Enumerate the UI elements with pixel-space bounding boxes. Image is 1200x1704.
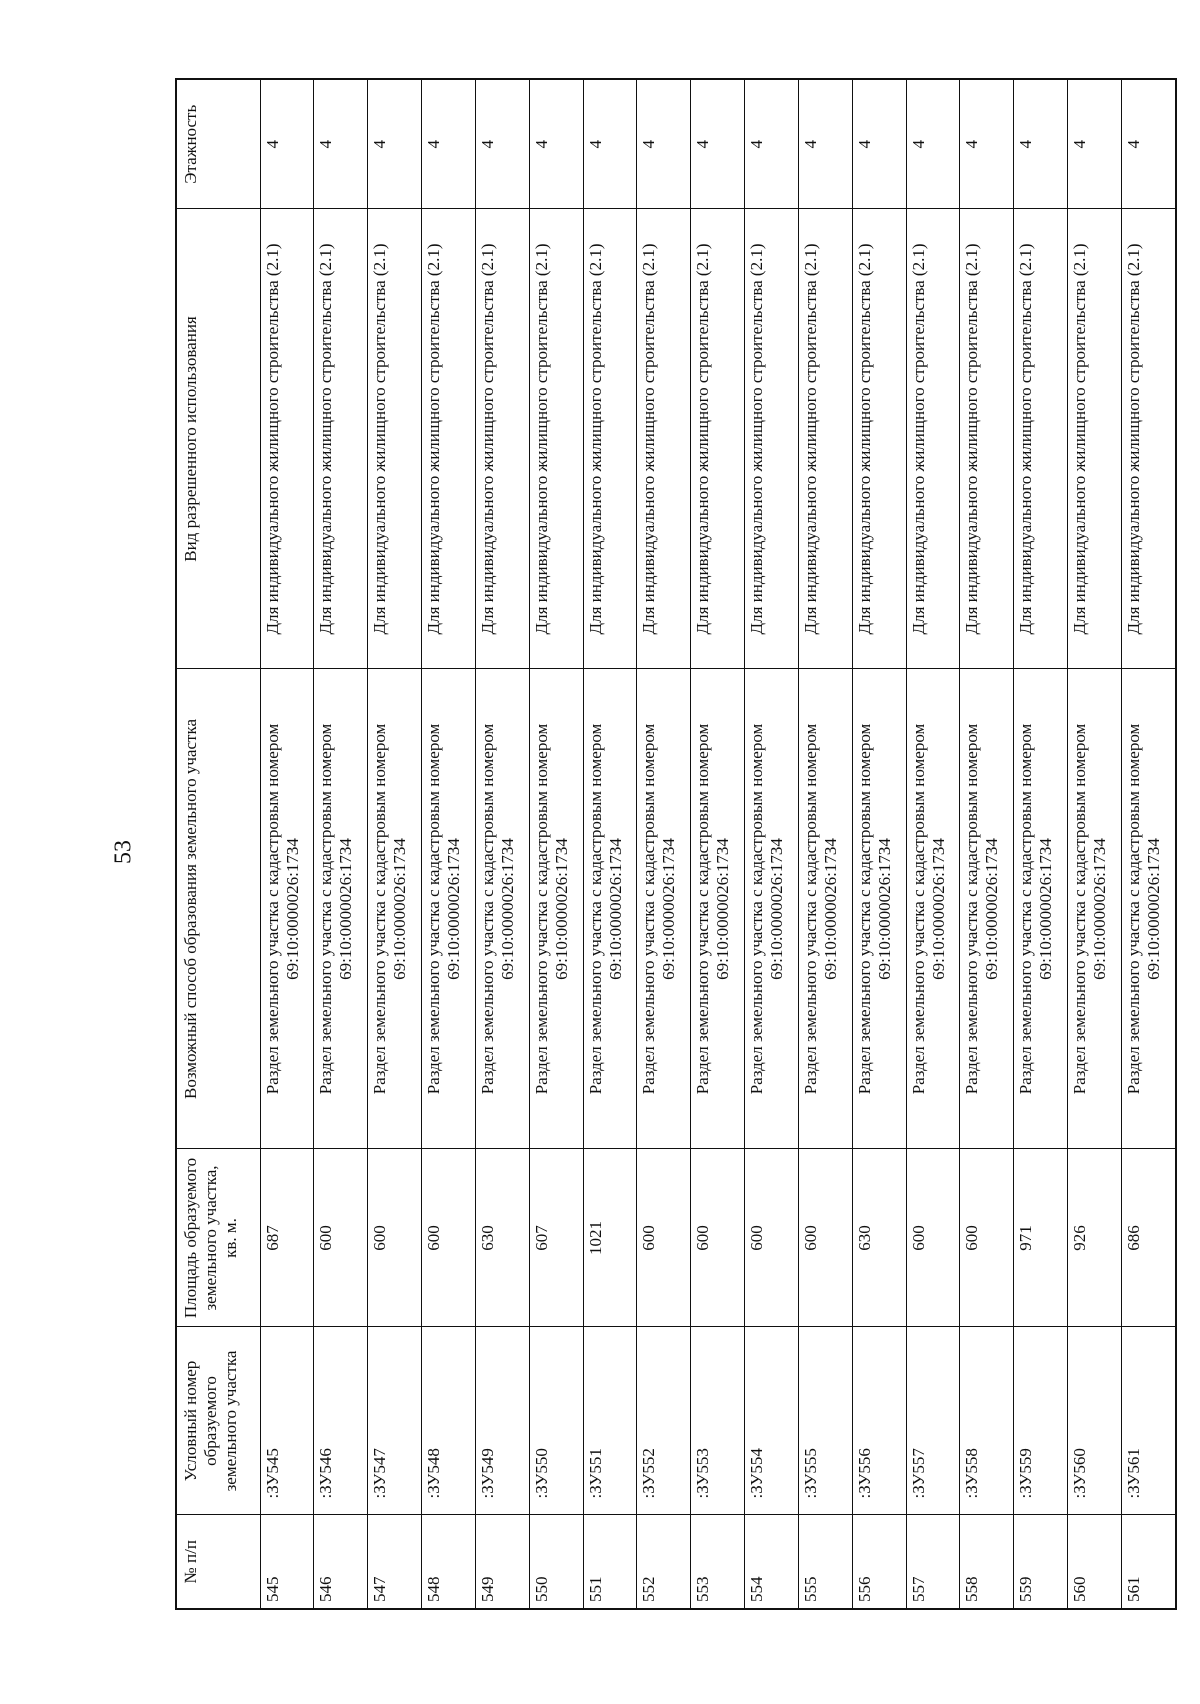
cell-no: 550 xyxy=(529,1515,583,1609)
cell-use: Для индивидуального жилищного строительства (2.1) xyxy=(475,209,529,669)
land-plots-table xyxy=(175,78,1177,1610)
cell-area: 600 xyxy=(960,1149,1014,1327)
cell-no: 560 xyxy=(1068,1515,1122,1609)
cell-floors: 4 xyxy=(691,79,745,209)
table-row xyxy=(529,79,583,1609)
table-row xyxy=(852,79,906,1609)
header-code: Условный номер образуемого земельного участка xyxy=(176,1327,260,1515)
header-use: Вид разрешенного использования xyxy=(176,209,260,669)
cell-code: :ЗУ545 xyxy=(260,1327,314,1515)
cell-code: :ЗУ552 xyxy=(637,1327,691,1515)
cell-floors: 4 xyxy=(422,79,476,209)
cell-area: 607 xyxy=(529,1149,583,1327)
cell-use: Для индивидуального жилищного строительства (2.1) xyxy=(1014,209,1068,669)
cell-code: :ЗУ560 xyxy=(1068,1327,1122,1515)
cell-no: 547 xyxy=(368,1515,422,1609)
table-row xyxy=(1068,79,1122,1609)
cell-floors: 4 xyxy=(583,79,637,209)
cell-floors: 4 xyxy=(745,79,799,209)
cell-floors: 4 xyxy=(475,79,529,209)
cell-area: 600 xyxy=(637,1149,691,1327)
cell-method: Раздел земельного участка с кадастровым номером 69:10:0000026:1734 xyxy=(1122,669,1177,1149)
cell-use: Для индивидуального жилищного строительства (2.1) xyxy=(368,209,422,669)
cell-code: :ЗУ551 xyxy=(583,1327,637,1515)
cell-use: Для индивидуального жилищного строительства (2.1) xyxy=(691,209,745,669)
table-row xyxy=(260,79,314,1609)
cell-method: Раздел земельного участка с кадастровым номером 69:10:0000026:1734 xyxy=(422,669,476,1149)
cell-no: 545 xyxy=(260,1515,314,1609)
page-number: 53 xyxy=(110,840,137,864)
table-row xyxy=(960,79,1014,1609)
cell-no: 552 xyxy=(637,1515,691,1609)
table-row xyxy=(368,79,422,1609)
cell-method: Раздел земельного участка с кадастровым номером 69:10:0000026:1734 xyxy=(745,669,799,1149)
cell-code: :ЗУ557 xyxy=(906,1327,960,1515)
table-row xyxy=(314,79,368,1609)
cell-method: Раздел земельного участка с кадастровым номером 69:10:0000026:1734 xyxy=(960,669,1014,1149)
cell-use: Для индивидуального жилищного строительства (2.1) xyxy=(422,209,476,669)
table-row xyxy=(637,79,691,1609)
cell-code: :ЗУ561 xyxy=(1122,1327,1177,1515)
cell-method: Раздел земельного участка с кадастровым номером 69:10:0000026:1734 xyxy=(583,669,637,1149)
cell-method: Раздел земельного участка с кадастровым номером 69:10:0000026:1734 xyxy=(852,669,906,1149)
cell-area: 686 xyxy=(1122,1149,1177,1327)
cell-code: :ЗУ558 xyxy=(960,1327,1014,1515)
cell-no: 556 xyxy=(852,1515,906,1609)
cell-area: 600 xyxy=(368,1149,422,1327)
cell-no: 557 xyxy=(906,1515,960,1609)
cell-use: Для индивидуального жилищного строительства (2.1) xyxy=(852,209,906,669)
cell-code: :ЗУ555 xyxy=(798,1327,852,1515)
cell-use: Для индивидуального жилищного строительства (2.1) xyxy=(798,209,852,669)
cell-method: Раздел земельного участка с кадастровым номером 69:10:0000026:1734 xyxy=(906,669,960,1149)
cell-floors: 4 xyxy=(906,79,960,209)
cell-floors: 4 xyxy=(260,79,314,209)
cell-no: 554 xyxy=(745,1515,799,1609)
cell-area: 971 xyxy=(1014,1149,1068,1327)
table-row xyxy=(422,79,476,1609)
table-row xyxy=(583,79,637,1609)
cell-no: 553 xyxy=(691,1515,745,1609)
cell-area: 600 xyxy=(691,1149,745,1327)
cell-floors: 4 xyxy=(960,79,1014,209)
cell-method: Раздел земельного участка с кадастровым номером 69:10:0000026:1734 xyxy=(260,669,314,1149)
cell-area: 600 xyxy=(314,1149,368,1327)
rotated-table-wrapper xyxy=(175,80,1177,1610)
cell-use: Для индивидуального жилищного строительства (2.1) xyxy=(1122,209,1177,669)
cell-use: Для индивидуального жилищного строительства (2.1) xyxy=(960,209,1014,669)
cell-no: 559 xyxy=(1014,1515,1068,1609)
cell-use: Для индивидуального жилищного строительства (2.1) xyxy=(260,209,314,669)
cell-code: :ЗУ554 xyxy=(745,1327,799,1515)
cell-method: Раздел земельного участка с кадастровым номером 69:10:0000026:1734 xyxy=(314,669,368,1149)
cell-no: 551 xyxy=(583,1515,637,1609)
cell-floors: 4 xyxy=(529,79,583,209)
cell-area: 600 xyxy=(422,1149,476,1327)
cell-no: 558 xyxy=(960,1515,1014,1609)
cell-area: 600 xyxy=(745,1149,799,1327)
cell-floors: 4 xyxy=(798,79,852,209)
cell-area: 600 xyxy=(798,1149,852,1327)
table-row xyxy=(475,79,529,1609)
cell-code: :ЗУ547 xyxy=(368,1327,422,1515)
cell-method: Раздел земельного участка с кадастровым номером 69:10:0000026:1734 xyxy=(368,669,422,1149)
cell-no: 546 xyxy=(314,1515,368,1609)
cell-area: 1021 xyxy=(583,1149,637,1327)
cell-area: 600 xyxy=(906,1149,960,1327)
cell-area: 630 xyxy=(852,1149,906,1327)
cell-use: Для индивидуального жилищного строительства (2.1) xyxy=(529,209,583,669)
cell-no: 549 xyxy=(475,1515,529,1609)
table-row xyxy=(1014,79,1068,1609)
header-no: № п/п xyxy=(176,1515,260,1609)
cell-floors: 4 xyxy=(1068,79,1122,209)
cell-method: Раздел земельного участка с кадастровым номером 69:10:0000026:1734 xyxy=(529,669,583,1149)
cell-code: :ЗУ549 xyxy=(475,1327,529,1515)
cell-method: Раздел земельного участка с кадастровым номером 69:10:0000026:1734 xyxy=(691,669,745,1149)
cell-method: Раздел земельного участка с кадастровым номером 69:10:0000026:1734 xyxy=(637,669,691,1149)
table-header-row xyxy=(176,79,260,1609)
cell-method: Раздел земельного участка с кадастровым номером 69:10:0000026:1734 xyxy=(1068,669,1122,1149)
cell-no: 555 xyxy=(798,1515,852,1609)
cell-code: :ЗУ548 xyxy=(422,1327,476,1515)
cell-floors: 4 xyxy=(314,79,368,209)
header-area: Площадь образуемого земельного участка, кв. м. xyxy=(176,1149,260,1327)
cell-floors: 4 xyxy=(368,79,422,209)
cell-no: 561 xyxy=(1122,1515,1177,1609)
table-row xyxy=(691,79,745,1609)
cell-code: :ЗУ550 xyxy=(529,1327,583,1515)
table-row xyxy=(798,79,852,1609)
cell-use: Для индивидуального жилищного строительства (2.1) xyxy=(583,209,637,669)
table-row xyxy=(745,79,799,1609)
cell-code: :ЗУ559 xyxy=(1014,1327,1068,1515)
cell-floors: 4 xyxy=(1122,79,1177,209)
cell-area: 926 xyxy=(1068,1149,1122,1327)
cell-use: Для индивидуального жилищного строительства (2.1) xyxy=(906,209,960,669)
cell-code: :ЗУ553 xyxy=(691,1327,745,1515)
header-method: Возможный способ образования земельного участка xyxy=(176,669,260,1149)
cell-floors: 4 xyxy=(852,79,906,209)
cell-use: Для индивидуального жилищного строительства (2.1) xyxy=(637,209,691,669)
cell-code: :ЗУ556 xyxy=(852,1327,906,1515)
cell-use: Для индивидуального жилищного строительства (2.1) xyxy=(1068,209,1122,669)
table-row xyxy=(1122,79,1177,1609)
cell-use: Для индивидуального жилищного строительства (2.1) xyxy=(314,209,368,669)
cell-floors: 4 xyxy=(1014,79,1068,209)
cell-method: Раздел земельного участка с кадастровым номером 69:10:0000026:1734 xyxy=(798,669,852,1149)
table-row xyxy=(906,79,960,1609)
cell-floors: 4 xyxy=(637,79,691,209)
table-body xyxy=(260,79,1176,1609)
cell-use: Для индивидуального жилищного строительства (2.1) xyxy=(745,209,799,669)
cell-code: :ЗУ546 xyxy=(314,1327,368,1515)
cell-method: Раздел земельного участка с кадастровым номером 69:10:0000026:1734 xyxy=(1014,669,1068,1149)
cell-area: 630 xyxy=(475,1149,529,1327)
cell-area: 687 xyxy=(260,1149,314,1327)
cell-method: Раздел земельного участка с кадастровым номером 69:10:0000026:1734 xyxy=(475,669,529,1149)
cell-no: 548 xyxy=(422,1515,476,1609)
header-floors: Этажность xyxy=(176,79,260,209)
